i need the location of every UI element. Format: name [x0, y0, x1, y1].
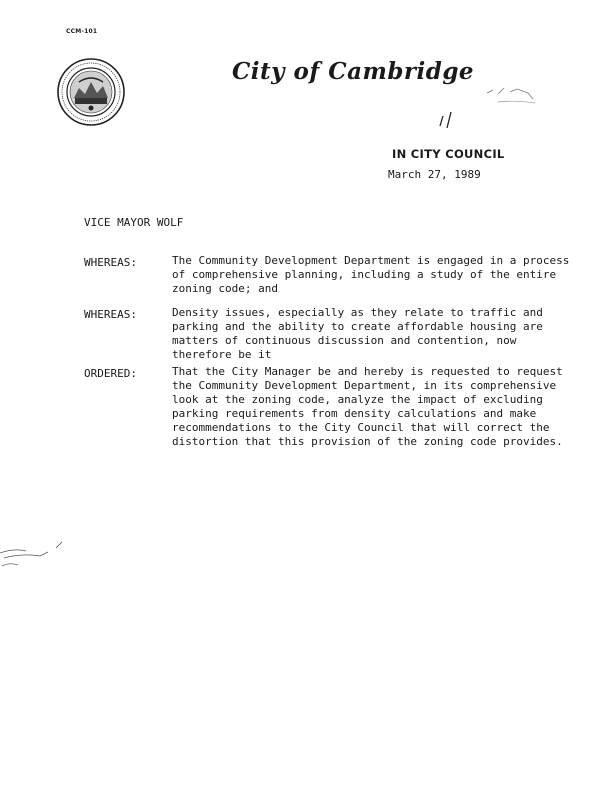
clause-label-whereas-2: WHEREAS:	[84, 308, 137, 321]
city-title: City of Cambridge	[232, 58, 475, 85]
clause-label-ordered: ORDERED:	[84, 367, 137, 380]
council-heading: IN CITY COUNCIL	[392, 147, 505, 161]
sponsor-name: VICE MAYOR WOLF	[84, 216, 184, 229]
clause-text-ordered: That the City Manager be and hereby is requested to request the Community Development Department, in its comprehensive look at the zoning code, analyze the impact of excluding parking requirements from density calculations and make recommendations to the City Council that will correct the distortion that this provision of the zoning code provides.	[172, 365, 563, 448]
meeting-date: March 27, 1989	[388, 168, 481, 181]
clause-text-whereas-1: The Community Development Department is engaged in a process of comprehensive planning, including a study of the entire zoning code; and	[172, 254, 570, 295]
city-seal-icon	[57, 58, 125, 126]
clause-text-whereas-2: Density issues, especially as they relate to traffic and parking and the ability to create affordable housing are matters of continuous discussion and contention, now therefore be it	[172, 306, 543, 361]
clause-label-whereas-1: WHEREAS:	[84, 256, 137, 269]
form-code: CCM-101	[66, 28, 98, 35]
